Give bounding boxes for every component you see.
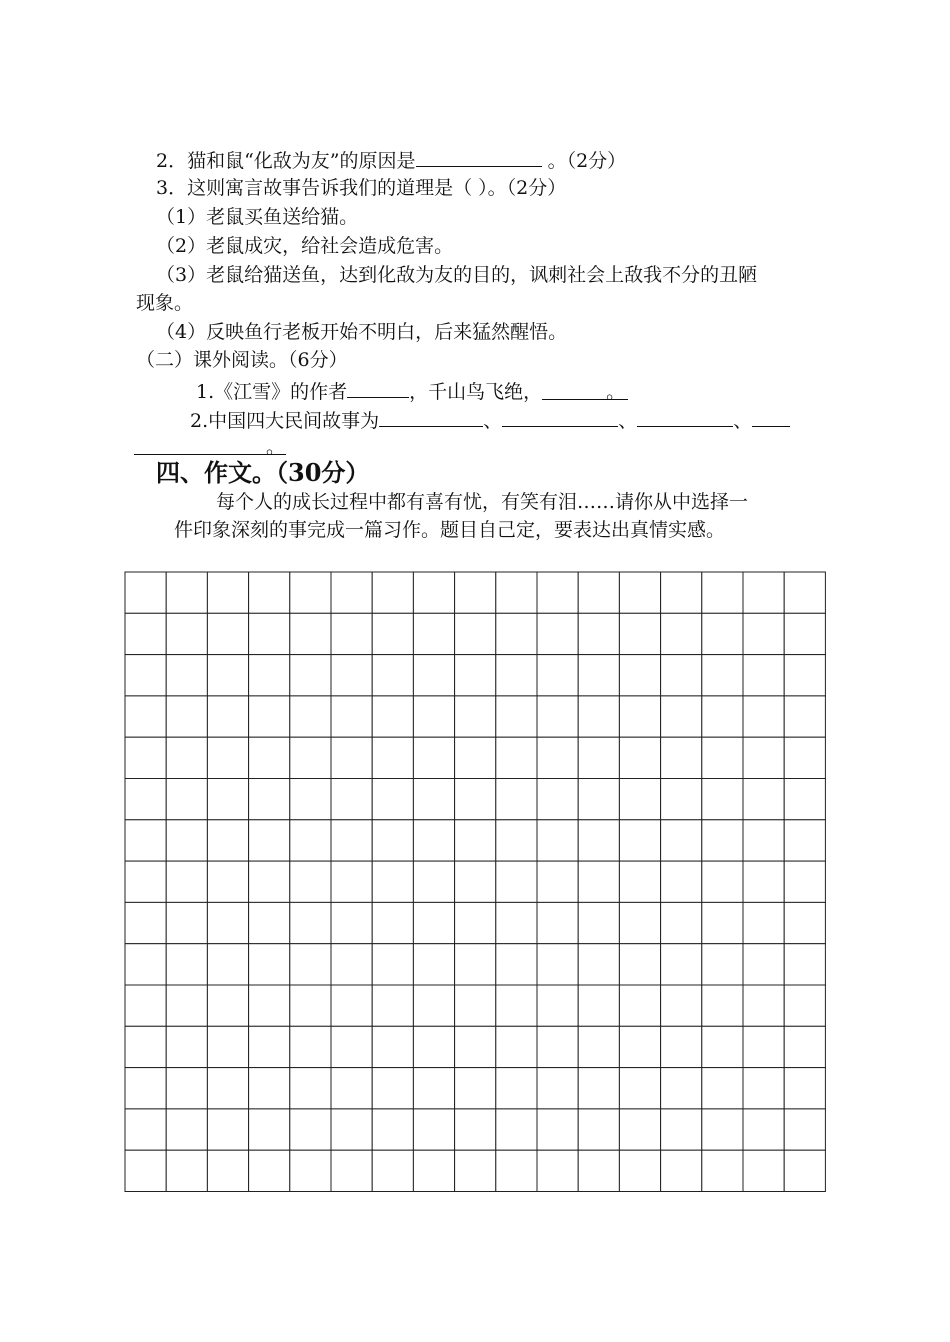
option-4: （4）反映鱼行老板开始不明白，后来猛然醒悟。	[156, 321, 568, 343]
grid-cell[interactable]	[455, 1026, 496, 1067]
grid-cell[interactable]	[166, 944, 207, 985]
grid-cell[interactable]	[578, 737, 619, 778]
grid-cell[interactable]	[166, 613, 207, 654]
grid-cell[interactable]	[207, 985, 248, 1026]
grid-cell[interactable]	[207, 572, 248, 613]
grid-cell[interactable]	[331, 1026, 372, 1067]
grid-cell[interactable]	[661, 779, 702, 820]
grid-cell[interactable]	[166, 572, 207, 613]
grid-cell[interactable]	[537, 985, 578, 1026]
grid-cell[interactable]	[455, 1109, 496, 1150]
grid-cell[interactable]	[249, 613, 290, 654]
grid-cell[interactable]	[207, 944, 248, 985]
grid-cell[interactable]	[743, 1068, 784, 1109]
grid-cell[interactable]	[413, 779, 454, 820]
grid-cell[interactable]	[702, 655, 743, 696]
grid-cell[interactable]	[249, 1150, 290, 1191]
grid-cell[interactable]	[207, 613, 248, 654]
option-2: （2）老鼠成灾，给社会造成危害。	[156, 235, 454, 257]
grid-cell[interactable]	[372, 572, 413, 613]
grid-cell[interactable]	[702, 779, 743, 820]
grid-cell[interactable]	[372, 1150, 413, 1191]
grid-cell[interactable]	[207, 696, 248, 737]
grid-cell[interactable]	[249, 696, 290, 737]
grid-cell[interactable]	[784, 572, 825, 613]
story-blank-1[interactable]	[379, 406, 483, 427]
grid-cell[interactable]	[125, 944, 166, 985]
grid-cell[interactable]	[702, 902, 743, 943]
grid-cell[interactable]	[331, 861, 372, 902]
grid-cell[interactable]	[496, 1026, 537, 1067]
grid-cell[interactable]	[249, 820, 290, 861]
grid-cell[interactable]	[331, 696, 372, 737]
grid-cell[interactable]	[207, 1068, 248, 1109]
grid-cell[interactable]	[372, 696, 413, 737]
grid-cell[interactable]	[661, 1109, 702, 1150]
grid-cell[interactable]	[290, 572, 331, 613]
item-2-text: 2.中国四大民间故事为	[190, 410, 380, 432]
option-3-continued: 现象。	[136, 292, 194, 314]
grid-cell[interactable]	[413, 861, 454, 902]
question-2-text: 2．猫和鼠“化敌为友”的原因是	[156, 150, 416, 172]
grid-cell[interactable]	[413, 572, 454, 613]
extracurricular-item-1	[196, 377, 628, 405]
separator: 、	[618, 410, 638, 432]
grid-cell[interactable]	[743, 655, 784, 696]
grid-cell[interactable]	[702, 985, 743, 1026]
grid-cell[interactable]	[496, 572, 537, 613]
grid-cell[interactable]	[331, 1150, 372, 1191]
grid-cell[interactable]	[372, 902, 413, 943]
grid-cell[interactable]	[125, 655, 166, 696]
grid-cell[interactable]	[496, 1068, 537, 1109]
grid-cell[interactable]	[578, 655, 619, 696]
grid-cell[interactable]	[578, 902, 619, 943]
grid-cell[interactable]	[661, 696, 702, 737]
grid-cell[interactable]	[578, 1026, 619, 1067]
grid-cell[interactable]	[537, 861, 578, 902]
grid-cell[interactable]	[661, 613, 702, 654]
grid-cell[interactable]	[784, 737, 825, 778]
grid-cell[interactable]	[290, 902, 331, 943]
grid-cell[interactable]	[743, 1026, 784, 1067]
grid-cell[interactable]	[537, 1109, 578, 1150]
grid-cell[interactable]	[661, 655, 702, 696]
grid-cell[interactable]	[537, 902, 578, 943]
grid-cell[interactable]	[455, 902, 496, 943]
grid-cell[interactable]	[496, 1150, 537, 1191]
separator: 、	[483, 410, 503, 432]
grid-cell[interactable]	[496, 902, 537, 943]
grid-cell[interactable]	[743, 985, 784, 1026]
grid-cell[interactable]	[455, 737, 496, 778]
answer-blank[interactable]	[416, 146, 542, 167]
grid-cell[interactable]	[537, 1068, 578, 1109]
grid-cell[interactable]	[784, 902, 825, 943]
grid-cell[interactable]	[496, 737, 537, 778]
grid-cell[interactable]	[331, 655, 372, 696]
grid-cell[interactable]	[331, 613, 372, 654]
grid-cell[interactable]	[166, 985, 207, 1026]
grid-cell[interactable]	[125, 696, 166, 737]
grid-cell[interactable]	[537, 696, 578, 737]
grid-cell[interactable]	[372, 779, 413, 820]
grid-cell[interactable]	[702, 1109, 743, 1150]
grid-cell[interactable]	[290, 779, 331, 820]
grid-cell[interactable]	[784, 861, 825, 902]
grid-cell[interactable]	[125, 779, 166, 820]
grid-cell[interactable]	[125, 861, 166, 902]
grid-cell[interactable]	[784, 696, 825, 737]
grid-cell[interactable]	[537, 944, 578, 985]
grid-cell[interactable]	[619, 613, 660, 654]
grid-cell[interactable]	[784, 655, 825, 696]
grid-cell[interactable]	[125, 572, 166, 613]
grid-cell[interactable]	[455, 1068, 496, 1109]
grid-cell[interactable]	[578, 985, 619, 1026]
grid-cell[interactable]	[455, 861, 496, 902]
grid-cell[interactable]	[743, 902, 784, 943]
story-blank-4-continued[interactable]	[134, 434, 286, 458]
grid-cell[interactable]	[125, 1109, 166, 1150]
grid-cell[interactable]	[372, 1109, 413, 1150]
grid-cell[interactable]	[702, 1068, 743, 1109]
grid-cell[interactable]	[619, 985, 660, 1026]
grid-cell[interactable]	[455, 820, 496, 861]
grid-cell[interactable]	[537, 613, 578, 654]
grid-cell[interactable]	[331, 1109, 372, 1150]
grid-cell[interactable]	[784, 1068, 825, 1109]
grid-cell[interactable]	[455, 985, 496, 1026]
grid-cell[interactable]	[166, 779, 207, 820]
grid-cell[interactable]	[455, 655, 496, 696]
grid-cell[interactable]	[331, 572, 372, 613]
grid-cell[interactable]	[290, 1150, 331, 1191]
grid-cell[interactable]	[496, 820, 537, 861]
grid-cell[interactable]	[290, 613, 331, 654]
poem-line-blank[interactable]	[542, 379, 628, 403]
grid-cell[interactable]	[207, 1150, 248, 1191]
grid-cell[interactable]	[455, 944, 496, 985]
grid-cell[interactable]	[496, 696, 537, 737]
grid-cell[interactable]	[290, 737, 331, 778]
grid-cell[interactable]	[207, 1109, 248, 1150]
grid-cell[interactable]	[290, 655, 331, 696]
grid-cell[interactable]	[125, 1026, 166, 1067]
grid-cell[interactable]	[702, 696, 743, 737]
grid-cell[interactable]	[331, 985, 372, 1026]
grid-cell[interactable]	[619, 902, 660, 943]
grid-cell[interactable]	[249, 1109, 290, 1150]
grid-cell[interactable]	[702, 1026, 743, 1067]
grid-cell[interactable]	[249, 902, 290, 943]
grid-cell[interactable]	[413, 1068, 454, 1109]
grid-cell[interactable]	[743, 861, 784, 902]
grid-cell[interactable]	[413, 944, 454, 985]
extracurricular-item-2-continued	[134, 434, 286, 460]
grid-cell[interactable]	[619, 572, 660, 613]
grid-cell[interactable]	[496, 1109, 537, 1150]
grid-cell[interactable]	[125, 985, 166, 1026]
grid-cell[interactable]	[331, 944, 372, 985]
question-3: 3．这则寓言故事告诉我们的道理是（ ）。（2分）	[156, 177, 567, 199]
grid-cell[interactable]	[372, 985, 413, 1026]
grid-cell[interactable]	[784, 1109, 825, 1150]
grid-cell[interactable]	[249, 1026, 290, 1067]
grid-cell[interactable]	[619, 1109, 660, 1150]
grid-cell[interactable]	[413, 613, 454, 654]
grid-cell[interactable]	[537, 1026, 578, 1067]
grid-cell[interactable]	[166, 1150, 207, 1191]
grid-cell[interactable]	[125, 902, 166, 943]
grid-cell[interactable]	[166, 737, 207, 778]
grid-cell[interactable]	[661, 572, 702, 613]
grid-cell[interactable]	[619, 1026, 660, 1067]
option-3: （3）老鼠给猫送鱼，达到化敌为友的目的，讽刺社会上敌我不分的丑陋	[156, 264, 758, 286]
grid-cell[interactable]	[125, 820, 166, 861]
story-blank-4[interactable]	[752, 406, 790, 427]
grid-cell[interactable]	[784, 1026, 825, 1067]
grid-cell[interactable]	[413, 737, 454, 778]
grid-cell[interactable]	[743, 1109, 784, 1150]
grid-cell[interactable]	[702, 572, 743, 613]
grid-cell[interactable]	[372, 944, 413, 985]
grid-cell[interactable]	[331, 820, 372, 861]
grid-cell[interactable]	[207, 861, 248, 902]
grid-cell[interactable]	[578, 861, 619, 902]
grid-cell[interactable]	[619, 861, 660, 902]
grid-cell[interactable]	[125, 1068, 166, 1109]
grid-cell[interactable]	[372, 1026, 413, 1067]
grid-cell[interactable]	[331, 779, 372, 820]
composition-prompt-line-1: 每个人的成长过程中都有喜有忧，有笑有泪……请你从中选择一	[216, 491, 749, 513]
grid-cell[interactable]	[207, 902, 248, 943]
grid-cell[interactable]	[413, 1026, 454, 1067]
grid-cell[interactable]	[784, 820, 825, 861]
grid-cell[interactable]	[496, 779, 537, 820]
grid-cell[interactable]	[661, 1068, 702, 1109]
grid-cell[interactable]	[331, 902, 372, 943]
grid-cell[interactable]	[166, 655, 207, 696]
grid-cell[interactable]	[207, 820, 248, 861]
grid-cell[interactable]	[702, 737, 743, 778]
grid-cell[interactable]	[331, 1068, 372, 1109]
grid-cell[interactable]	[784, 944, 825, 985]
grid-cell[interactable]	[413, 902, 454, 943]
grid-cell[interactable]	[290, 944, 331, 985]
grid-cell[interactable]	[743, 737, 784, 778]
grid-cell[interactable]	[661, 902, 702, 943]
grid-cell[interactable]	[166, 1068, 207, 1109]
grid-cell[interactable]	[619, 696, 660, 737]
grid-cell[interactable]	[619, 1068, 660, 1109]
grid-cell[interactable]	[661, 861, 702, 902]
grid-cell[interactable]	[249, 985, 290, 1026]
grid-cell[interactable]	[537, 737, 578, 778]
question-2	[156, 146, 626, 174]
grid-cell[interactable]	[413, 655, 454, 696]
grid-cell[interactable]	[496, 861, 537, 902]
grid-cell[interactable]	[661, 944, 702, 985]
grid-cell[interactable]	[413, 1150, 454, 1191]
grid-cell[interactable]	[578, 1068, 619, 1109]
grid-cell[interactable]	[743, 1150, 784, 1191]
grid-cell[interactable]	[743, 944, 784, 985]
grid-cell[interactable]	[702, 944, 743, 985]
grid-cell[interactable]	[290, 1068, 331, 1109]
grid-cell[interactable]	[166, 1026, 207, 1067]
grid-cell[interactable]	[496, 985, 537, 1026]
grid-cell[interactable]	[166, 820, 207, 861]
grid-cell[interactable]	[413, 1109, 454, 1150]
grid-cell[interactable]	[743, 613, 784, 654]
grid-cell[interactable]	[207, 737, 248, 778]
option-1: （1）老鼠买鱼送给猫。	[156, 206, 359, 228]
grid-cell[interactable]	[249, 572, 290, 613]
grid-cell[interactable]	[743, 696, 784, 737]
composition-prompt-line-2: 件印象深刻的事完成一篇习作。题目自己定，要表达出真情实感。	[174, 519, 726, 541]
section-title-extracurricular: （二）课外阅读。（6分）	[136, 349, 348, 371]
grid-cell[interactable]	[413, 820, 454, 861]
grid-cell[interactable]	[331, 737, 372, 778]
grid-cell[interactable]	[455, 779, 496, 820]
grid-cell[interactable]	[413, 696, 454, 737]
grid-cell[interactable]	[661, 1150, 702, 1191]
grid-cell[interactable]	[537, 779, 578, 820]
section-heading-composition: 四、作文。（30分）	[156, 458, 370, 487]
grid-cell[interactable]	[372, 655, 413, 696]
grid-cell[interactable]	[207, 1026, 248, 1067]
item-1-end: 。	[606, 381, 626, 403]
grid-cell[interactable]	[455, 696, 496, 737]
grid-cell[interactable]	[578, 572, 619, 613]
grid-cell[interactable]	[619, 944, 660, 985]
grid-cell[interactable]	[125, 737, 166, 778]
writing-grid[interactable]	[124, 571, 828, 1193]
grid-cell[interactable]	[537, 572, 578, 613]
grid-cell[interactable]	[249, 779, 290, 820]
grid-cell[interactable]	[537, 820, 578, 861]
grid-cell[interactable]	[784, 1150, 825, 1191]
grid-cell[interactable]	[372, 737, 413, 778]
grid-cell[interactable]	[743, 820, 784, 861]
grid-cell[interactable]	[784, 985, 825, 1026]
grid-cell[interactable]	[578, 613, 619, 654]
grid-cell[interactable]	[784, 613, 825, 654]
grid-cell[interactable]	[290, 861, 331, 902]
grid-cell[interactable]	[455, 613, 496, 654]
grid-cell[interactable]	[290, 1026, 331, 1067]
grid-cell[interactable]	[125, 613, 166, 654]
grid-cell[interactable]	[537, 1150, 578, 1191]
grid-cell[interactable]	[661, 1026, 702, 1067]
grid-cell[interactable]	[125, 1150, 166, 1191]
grid-cell[interactable]	[207, 655, 248, 696]
grid-cell[interactable]	[372, 613, 413, 654]
grid-cell[interactable]	[249, 655, 290, 696]
grid-cell[interactable]	[413, 985, 454, 1026]
question-2-score: 。（2分）	[547, 150, 627, 172]
grid-cell[interactable]	[290, 985, 331, 1026]
grid-cell[interactable]	[537, 655, 578, 696]
grid-cell[interactable]	[702, 861, 743, 902]
grid-cell[interactable]	[702, 1150, 743, 1191]
grid-cell[interactable]	[496, 655, 537, 696]
item-1-text: 1.《江雪》的作者	[196, 381, 348, 403]
grid-cell[interactable]	[702, 820, 743, 861]
grid-cell[interactable]	[372, 820, 413, 861]
grid-cell[interactable]	[290, 696, 331, 737]
grid-cell[interactable]	[619, 1150, 660, 1191]
grid-cell[interactable]	[496, 944, 537, 985]
grid-cell[interactable]	[496, 613, 537, 654]
grid-cell[interactable]	[249, 1068, 290, 1109]
grid-cell[interactable]	[578, 696, 619, 737]
grid-cell[interactable]	[455, 1150, 496, 1191]
grid-cell[interactable]	[166, 1109, 207, 1150]
grid-cell[interactable]	[372, 861, 413, 902]
grid-cell[interactable]	[166, 861, 207, 902]
grid-cell[interactable]	[743, 572, 784, 613]
grid-cell[interactable]	[166, 696, 207, 737]
item-1-text-2: ，千山鸟飞绝，	[409, 381, 543, 403]
grid-cell[interactable]	[661, 820, 702, 861]
grid-cell[interactable]	[661, 737, 702, 778]
grid-cell[interactable]	[290, 1109, 331, 1150]
grid-cell[interactable]	[578, 1150, 619, 1191]
grid-cell[interactable]	[619, 779, 660, 820]
grid-cell[interactable]	[455, 572, 496, 613]
grid-cell[interactable]	[619, 655, 660, 696]
grid-cell[interactable]	[249, 861, 290, 902]
grid-cell[interactable]	[372, 1068, 413, 1109]
grid-cell[interactable]	[249, 944, 290, 985]
story-blank-2[interactable]	[502, 406, 618, 427]
grid-cell[interactable]	[743, 779, 784, 820]
grid-cell[interactable]	[784, 779, 825, 820]
extracurricular-item-2	[190, 406, 790, 434]
item-2-end: 。	[266, 436, 286, 458]
grid-cell[interactable]	[578, 944, 619, 985]
grid-cell[interactable]	[207, 779, 248, 820]
grid-cell[interactable]	[166, 902, 207, 943]
story-blank-3[interactable]	[637, 406, 733, 427]
grid-cell[interactable]	[249, 737, 290, 778]
grid-cell[interactable]	[702, 613, 743, 654]
separator: 、	[733, 410, 753, 432]
grid-cell[interactable]	[290, 820, 331, 861]
grid-cell[interactable]	[619, 820, 660, 861]
grid-cell[interactable]	[578, 820, 619, 861]
grid-cell[interactable]	[578, 779, 619, 820]
grid-cell[interactable]	[578, 1109, 619, 1150]
grid-cell[interactable]	[619, 737, 660, 778]
grid-cell[interactable]	[661, 985, 702, 1026]
author-blank[interactable]	[347, 377, 409, 398]
